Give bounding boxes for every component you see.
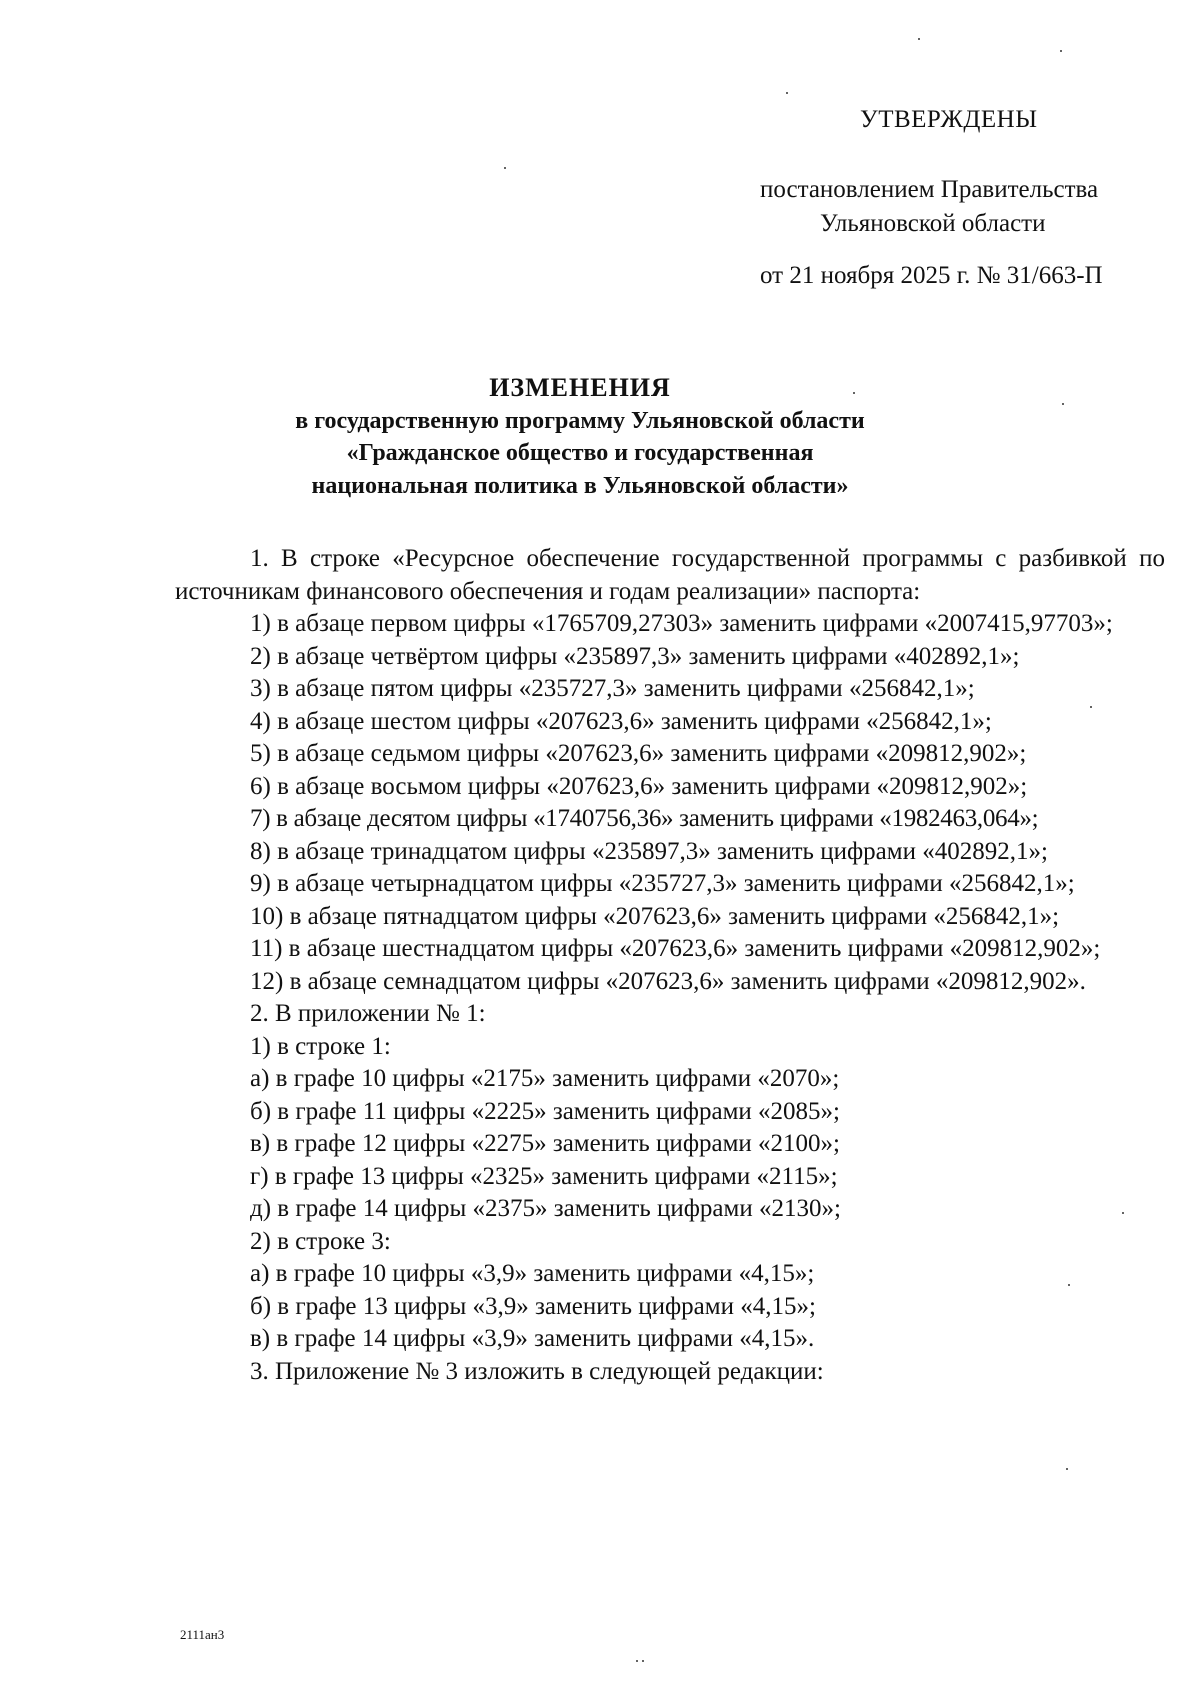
approval-authority xyxy=(760,173,1098,241)
scan-speck xyxy=(1066,1468,1068,1470)
scan-speck xyxy=(1062,403,1064,405)
scan-speck xyxy=(636,1660,638,1662)
paragraph: 2) в абзаце четвёртом цифры «235897,3» заменить цифрами «402892,1»; xyxy=(250,642,1020,670)
paragraph: 3) в абзаце пятом цифры «235727,3» заменить цифрами «256842,1»; xyxy=(250,675,975,702)
approval-authority-line-1: постановлением Правительства xyxy=(760,176,1099,203)
scan-speck xyxy=(1122,1212,1124,1214)
scan-speck xyxy=(918,38,920,40)
paragraph: 10) в абзаце пятнадцатом цифры «207623,6» заменить цифрами «256842,1»; xyxy=(250,902,1060,930)
document-subtitle-line-3: национальная политика в Ульяновской области» xyxy=(311,472,849,499)
document-heading xyxy=(200,372,960,502)
paragraph: 2. В приложении № 1: xyxy=(250,1000,486,1027)
paragraph: д) в графе 14 цифры «2375» заменить цифрами «2130»; xyxy=(250,1195,841,1222)
paragraph: 1) в строке 1: xyxy=(250,1032,391,1060)
scan-speck xyxy=(786,92,788,94)
document-body xyxy=(175,543,1165,1388)
paragraph: 1) в абзаце первом цифры «1765709,27303» заменить цифрами «2007415,97703»; xyxy=(250,610,1113,637)
paragraph: б) в графе 13 цифры «3,9» заменить цифрами «4,15»; xyxy=(250,1292,816,1320)
paragraph: 6) в абзаце восьмом цифры «207623,6» заменить цифрами «209812,902»; xyxy=(250,772,1028,800)
paragraph: 8) в абзаце тринадцатом цифры «235897,3» заменить цифрами «402892,1»; xyxy=(250,837,1048,865)
paragraph: 3. Приложение № 3 изложить в следующей редакции: xyxy=(250,1357,824,1385)
paragraph: 5) в абзаце седьмом цифры «207623,6» заменить цифрами «209812,902»; xyxy=(250,740,1027,767)
scan-speck xyxy=(1060,50,1062,52)
approval-status: УТВЕРЖДЕНЫ xyxy=(860,106,1038,133)
document-title: ИЗМЕНЕНИЯ xyxy=(489,373,671,402)
paragraph: а) в графе 10 цифры «3,9» заменить цифрами «4,15»; xyxy=(250,1260,815,1287)
paragraph: 2) в строке 3: xyxy=(250,1227,391,1255)
paragraph: а) в графе 10 цифры «2175» заменить цифрами «2070»; xyxy=(250,1065,840,1092)
approval-date-number: от 21 ноября 2025 г. № 31/663-П xyxy=(760,262,1103,289)
paragraph: 9) в абзаце четырнадцатом цифры «235727,3» заменить цифрами «256842,1»; xyxy=(250,870,1075,897)
paragraph: г) в графе 13 цифры «2325» заменить цифрами «2115»; xyxy=(250,1162,838,1190)
paragraph: 11) в абзаце шестнадцатом цифры «207623,6» заменить цифрами «209812,902»; xyxy=(250,935,1101,962)
scan-speck xyxy=(1068,1284,1070,1286)
paragraph: 7) в абзаце десятом цифры «1740756,36» заменить цифрами «1982463,064»; xyxy=(250,805,1039,832)
scan-speck xyxy=(1090,706,1092,708)
paragraph: б) в графе 11 цифры «2225» заменить цифрами «2085»; xyxy=(250,1097,840,1125)
scan-speck xyxy=(853,392,855,394)
paragraph: в) в графе 14 цифры «3,9» заменить цифрами «4,15». xyxy=(250,1325,815,1352)
scan-speck xyxy=(642,1660,644,1662)
scan-speck xyxy=(504,167,506,169)
paragraph: 12) в абзаце семнадцатом цифры «207623,6» заменить цифрами «209812,902». xyxy=(250,967,1086,995)
paragraph: в) в графе 12 цифры «2275» заменить цифрами «2100»; xyxy=(250,1130,841,1157)
document-subtitle-line-2: «Гражданское общество и государственная xyxy=(346,440,814,466)
document-code: 2111ан3 xyxy=(180,1627,225,1642)
paragraph: 4) в абзаце шестом цифры «207623,6» заменить цифрами «256842,1»; xyxy=(250,707,992,735)
approval-authority-line-2: Ульяновской области xyxy=(820,210,1046,237)
paragraph: 1. В строке «Ресурсное обеспечение государственной программы с разбивкой по источникам финансового обеспечения и годам реализации» паспорта: xyxy=(175,545,1165,605)
document-subtitle-line-1: в государственную программу Ульяновской области xyxy=(295,407,865,434)
